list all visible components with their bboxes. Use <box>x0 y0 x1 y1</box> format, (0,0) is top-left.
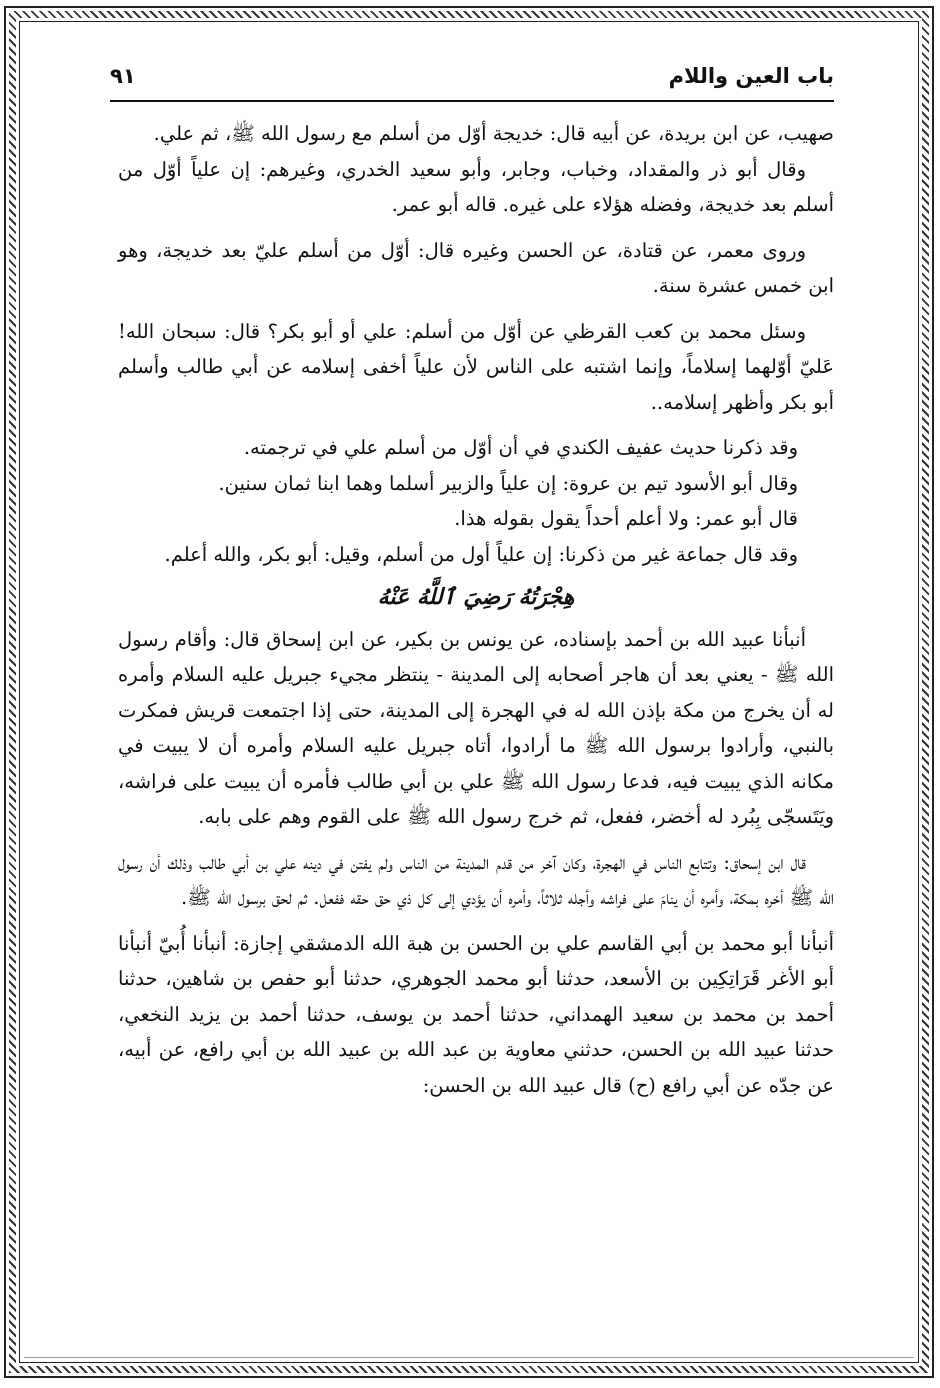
section-heading: هِجْرَتُهُ رَضِيَ ٱللَّهُ عَنْهُ <box>377 584 575 610</box>
bottom-rule <box>24 1357 914 1358</box>
header-rule <box>110 100 834 102</box>
paragraph: صهيب، عن ابن بريدة، عن أبيه قال: خديجة أوّل من أسلم مع رسول الله ﷺ، ثم علي. <box>153 122 834 145</box>
paragraph: أنبأنا عبيد الله بن أحمد بإسناده، عن يونس بن بكير، عن ابن إسحاق قال: وأقام رسول الله ﷺ - يعني بعد أن هاجر أصحابه إلى المدينة - ينتظر مجيء جبريل عليه السلام وأمره له أن يخرج من مكة بإذن الله له في الهجرة إلى المدينة، حتى إذا اجتمعت قريش فمكرت بالنبي، وأرادوا برسول الله ﷺ ما أرادوا، أتاه جبريل عليه السلام وأمره أن لا يبيت في مكانه الذي يبيت فيه، فدعا رسول الله ﷺ علي بن أبي طالب فأمره أن يبيت على فراشه، ويَتَسجّى بِبُرد له أخضر، ففعل، ثم خرج رسول الله ﷺ على القوم وهم على بابه. <box>118 627 834 828</box>
paragraph: وسئل محمد بن كعب القرظي عن أوّل من أسلم: علي أو أبو بكر؟ قال: سبحان الله! عَليّ أوّلهما إسلاماً، وإنما اشتبه على الناس لأن علياً أخفى إسلامه عن أبي طالب وأسلم أبو بكر وأظهر إسلامه.. <box>118 319 834 414</box>
paragraph: وروى معمر، عن قتادة، عن الحسن وغيره قال: أوّل من أسلم عليّ بعد خديجة، وهو ابن خمس عشرة سنة. <box>118 238 834 297</box>
paragraph: وقد قال جماعة غير من ذكرنا: إن علياً أول من أسلم، وقيل: أبو بكر، والله أعلم. <box>164 542 798 566</box>
paragraph: وقال أبو ذر والمقداد، وخباب، وجابر، وأبو سعيد الخدري، وغيرهم: إن علياً أوّل من أسلم بعد خديجة، وفضله هؤلاء على غيره. قاله أبو عمر. <box>118 157 834 216</box>
chapter-title: باب العين واللام <box>668 64 834 88</box>
paragraph: قال أبو عمر: ولا أعلم أحداً يقول بقوله هذا. <box>454 507 798 530</box>
page-number: ٩١ <box>110 64 136 88</box>
paragraph: وقال أبو الأسود تيم بن عروة: إن علياً والزبير أسلما وهما ابنا ثمان سنين. <box>218 471 798 495</box>
page-header <box>110 62 834 98</box>
paragraph: قال ابن إسحاق: وتتابع الناس في الهجرة، وكان آخر من قدم المدينة من الناس ولم يفتن في دينه علي بن أبي طالب وذلك أن رسول الله ﷺ أخره بمكة، وأمره أن ينامَ على فراشه وأجله ثلاثاً، وأمره أن يؤدي إلى كل ذي حق حقه ففعل. ثم لحق برسول الله ﷺ. <box>118 850 834 909</box>
page-body <box>118 116 834 1103</box>
paragraph: أنبأنا أبو محمد بن أبي القاسم علي بن الحسن بن هبة الله الدمشقي إجازة: أنبأنا أُبيّ أنبأنا أبو الأغر قَرَاتِكِين بن الأسعد، حدثنا أبو محمد الجوهري، حدثنا أبو حفص بن شاهين، حدثنا أحمد بن محمد بن سعيد الهمداني، حدثنا أحمد بن يوسف، حدثنا أحمد بن يزيد النخعي، حدثنا عبيد الله بن الحسن، حدثني معاوية بن عبد الله بن عبيد الله بن أبي رافع، عن أبيه، عن جدّه عن أبي رافع (ح) قال عبيد الله بن الحسن: <box>118 931 834 1097</box>
paragraph: وقد ذكرنا حديث عفيف الكندي في أن أوّل من أسلم علي في ترجمته. <box>243 436 798 459</box>
